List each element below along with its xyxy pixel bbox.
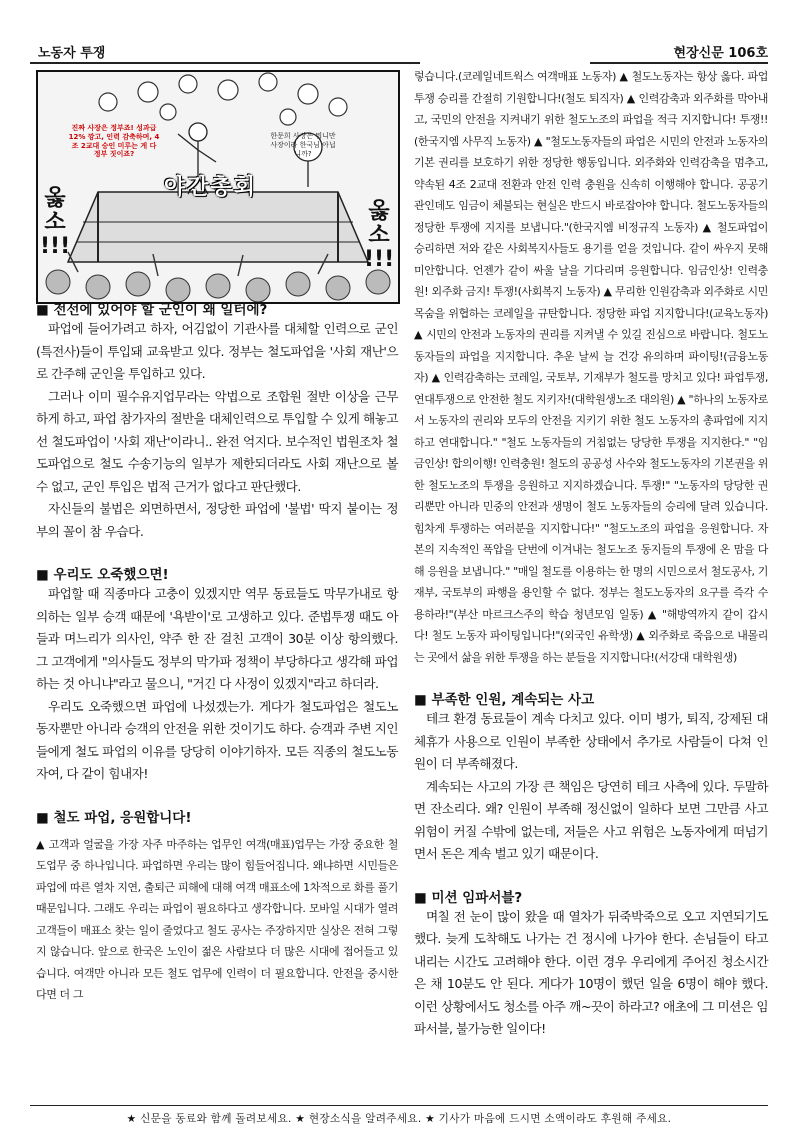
section-title-accidents: ■ 부족한 인원, 계속되는 사고: [414, 692, 595, 708]
section-title-mission: ■ 미션 임파서블?: [414, 889, 523, 906]
support-messages-continued: 렇습니다.(코레일네트웍스 여객매표 노동자) ▲ 철도노동자는 항상 옳다. 파업투쟁 승리를 간절히 기원합니다!(철도 퇴직자) ▲ 인력감축과 외주화를 막아내고, 국민의 안전을 지켜내기 위한 철도노조의 파업을 적극 지지합니다! 투쟁!!(한국지엠 사무직 노동자) ▲ "철도노동자들의 파업은 시민의 안전과 노동자의 기본 권리를 보호하기 위한 정당한 행동입니다. 외주화와 인력감축을 멈추고, 약속된 4조 2교대 전환과 안전 인력 충원을 신속히 이행해야 합니다. 공공기관인데도 임금이 체불되는 현실은 반드시 바로잡아야 합니다. 철도노동자들의 정당한 투쟁에 지지를 보냅니다."(한국지엠 비정규직 노동자) ▲ 철도파업이 승리하면 저와 같은 사회복지사들도 용기를 얻을 것입니다. 같이 싸우지 못해 미안합니다. 언젠가 같이 싸울 날을 기다리며 응원합니다. 임금인상! 인력충원! 외주화 금지! 투쟁!(사회복지 노동자) ▲ 무리한 인원감축과 외주화로 시민 목숨을 위협하는 코레일을 규탄합니다. 정당한 파업 지지합니다!(교육노동자) ▲ 시민의 안전과 노동자의 권리를 지켜낼 수 있길 진심으로 바랍니다. 철도노동자들의 파업을 지지합니다. 추운 날씨 늘 건강 유의하며 파이팅!(금융노동자) ▲ 인력감축하는 코레일, 국토부, 기재부가 철도를 망치고 있다! 파업투쟁, 연대투쟁으로 안전한 철도 지키자!(대학원생노조 대의원) ▲ "하나의 노동자로서 노동자의 권리와 모두의 안전을 지키기 위한 철도 노동자의 총파업에 지지하고 연대합니다." "철도 노동자들의 거침없는 당당한 투쟁을 지지한다." "임금인상! 합의이행! 인력충원! 철도의 공공성 사수와 철도노동자의 기본권을 위한 철도노조의 투쟁을 응원하고 지지하겠습니다. 투쟁!" "노동자의 당당한 권리뿐만 아니라 민중의 안전과 생명이 철도 노동자들의 승리에 달려 있습니다. 힘차게 투쟁하는 여러분을 지지합니다!" "철도노조의 파업을 응원합니다. 자본의 지속적인 폭압을 단번에 이겨내는 철도노조 동지들의 투쟁에 온 맘을 다해 응원을 보냅니다." "매일 철도를 이용하는 한 명의 시민으로서 철도공사, 기재부, 국토부의 파행을 용인할 수 없다. 정부는 철도노동자의 요구를 즉각 수용하라!"(부산 마르크스주의 학습 청년모임 일동) ▲ "해방역까지 같이 갑시다! 철도 노동자 파이팅입니다!"(외국인 유학생) ▲ 외주화로 죽음으로 내몰리는 곳에서 삶을 위한 투쟁을 하는 분들을 지지합니다!(서강대 대학원생): [414, 70, 768, 664]
section-title-support: ■ 철도 파업, 응원합니다!: [36, 809, 192, 826]
paragraph: 파업에 들어가려고 하자, 어김없이 기관사를 대체할 인력으로 군인(특전사)들이 투입돼 교육받고 있다. 정부는 철도파업을 '사회 재난'으로 간주해 군인을 투입하고 있다.: [36, 321, 398, 381]
issue-number: 현장신문 106호: [673, 46, 768, 61]
paragraph: 며칠 전 눈이 많이 왔을 때 열차가 뒤죽박죽으로 오고 지연되기도 했다. 늦게 도착해도 나가는 건 정시에 나가야 한다. 손님들이 타고 내리는 시간도 고려해야 한다. 이런 경우 우리에게 주어진 청소시간은 채 10분도 안 된다. 게다가 10명이 했던 일을 6명이 해야 했다. 이런 상황에서도 청소를 아주 깨~끗이 하라고? 애초에 그 미션은 임파서블, 불가능한 일이다!: [414, 908, 768, 1036]
cartoon-banner: 야간총회: [164, 175, 258, 200]
left-column: [36, 298, 398, 1006]
paragraph: 파업할 때 직종마다 고충이 있겠지만 역무 동료들도 막무가내로 항의하는 일부 승객 때문에 '욕받이'로 고생하고 있다. 준법투쟁 때도 아들과 며느리가 의사인, 약주 한 잔 걸친 고객이 30분 이상 항의했다. 그 고객에게 "의사들도 정부의 막가파 정책이 부당하다고 생각해 파업하는 것 아니냐"라고 물으니, "거긴 다 사정이 있겠지"라고 하더라.: [36, 586, 398, 691]
paragraph: 테크 환경 동료들이 계속 다치고 있다. 이미 병가, 퇴직, 강제된 대체휴가 사용으로 인원이 부족한 상태에서 추가로 사람들이 다쳐 인원이 더 부족해졌다.: [414, 711, 768, 771]
section-label: 노동자 투쟁: [38, 46, 106, 61]
support-messages: ▲ 고객과 얼굴을 가장 자주 마주하는 업무인 여객(매표)업무는 가장 중요한 철도업무 중 하나입니다. 파업하면 우리는 많이 힘들어집니다. 왜냐하면 시민들은 파업에 따른 열차 지연, 출퇴근 피해에 대해 여객 매표소에 1차적으로 화를 풀기 때문입니다. 그래도 우리는 파업이 필요하다고 생각합니다. 모바일 시대가 열려 고객들이 매표소 찾는 일이 줄었다고 철도 공사는 주장하지만 실상은 전혀 그렇지 않습니다. 앞으로 한국은 노인이 젊은 사람보다 더 많은 시대에 접어들고 있습니다. 여객만 아니라 모든 철도 업무에 인력이 더 필요합니다. 안전을 중시한다면 더 그: [36, 837, 398, 1001]
speech-bubble-right: 한문희 사장은 뭐니만 사장이라 한국님 아닙니까?: [270, 132, 336, 158]
right-column: [414, 66, 768, 1041]
paragraph: 그러나 이미 필수유지업무라는 악법으로 조합원 절반 이상을 근무하게 하고, 파업 참가자의 절반을 대체인력으로 투입할 수 있게 해놓고선 철도파업이 '사회 재난'이라니.. 완전 억지다. 보수적인 법원조차 철도파업으로 철도 수송기능의 일부가 제한되더라도 사회 재난으로 볼 수 없고, 군인 투입은 법적 근거가 없다고 판단했다.: [36, 388, 398, 494]
header-rule-right: [590, 62, 768, 64]
paragraph: 우리도 오죽했으면 파업에 나섰겠는가. 게다가 철도파업은 철도노동자뿐만 아니라 승객의 안전을 위한 것이기도 하다. 승객과 주변 지인들에게 철도 파업의 이유를 당당히 이야기하자. 모든 직종의 철도노동자여, 다 같이 힘내자!: [36, 698, 398, 781]
page-header: [30, 38, 768, 60]
section-title-soldiers: ■ 전선에 있어야 할 군인이 왜 일터에?: [36, 302, 268, 318]
paragraph: 자신들의 불법은 외면하면서, 정당한 파업에 '불법' 딱지 붙이는 정부의 꼴이 참 우습다.: [36, 501, 398, 539]
footer-notice: ★ 신문을 동료와 함께 돌려보세요. ★ 현장소식을 알려주세요. ★ 기사가 마음에 드시면 소액이라도 후원해 주세요.: [30, 1105, 768, 1126]
header-rule: [30, 62, 420, 64]
speech-bubble-left: 진짜 사장은 정부죠! 성과급 12% 깡고, 인력 감축하며, 4조 2교대 승인 미루는 게 다 정부 짓이죠?: [68, 124, 160, 159]
cheer-right: 옳 소 !!!: [364, 199, 395, 273]
cartoon-illustration: [36, 70, 400, 304]
paragraph: 계속되는 사고의 가장 큰 책임은 당연히 테크 사측에 있다. 두말하면 잔소리다. 왜? 인원이 부족해 정신없이 일하다 보면 그만큼 사고 위험이 커질 수밖에 없는데, 저들은 사고 위험은 노동자에게 떠넘기면서 돈은 계속 벌고 있기 때문이다.: [414, 778, 768, 861]
section-title-desperate: ■ 우리도 오죽했으면!: [36, 567, 169, 583]
cheer-left: 옳 소 !!!: [40, 186, 71, 260]
